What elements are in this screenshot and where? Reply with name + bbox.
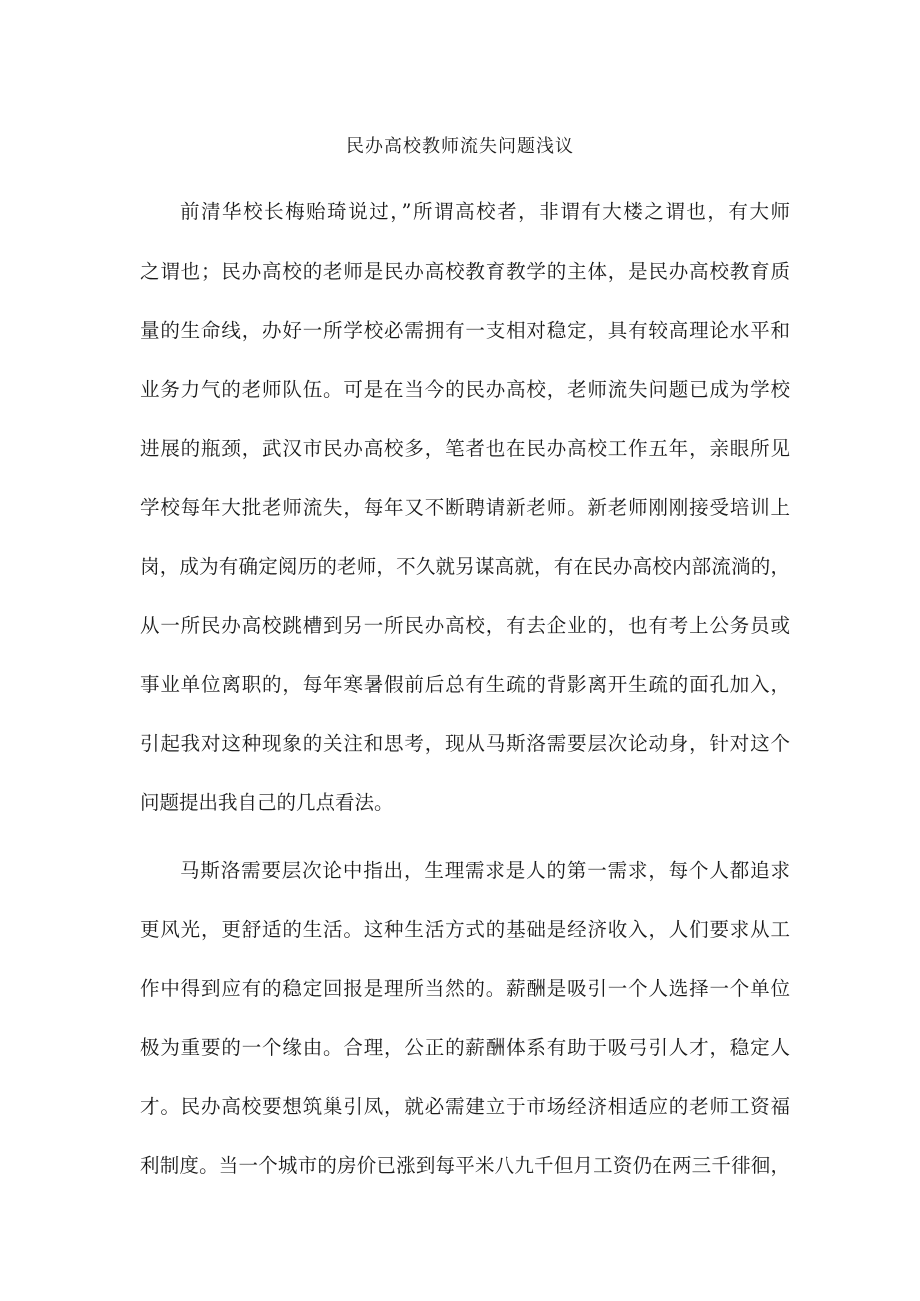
text-line: 作中得到应有的稳定回报是理所当然的。薪酬是吸引一个人选择一个单位 bbox=[140, 977, 790, 1000]
text-line: 才。民办高校要想筑巢引凤，就必需建立于市场经济相适应的老师工资福 bbox=[140, 1095, 790, 1118]
text-line: 马斯洛需要层次论中指出，生理需求是人的第一需求，每个人都追求 bbox=[180, 859, 790, 882]
document-title: 民办高校教师流失问题浅议 bbox=[346, 136, 574, 157]
text-line: 极为重要的一个缘由。合理，公正的薪酬体系有助于吸弓引人才，稳定人 bbox=[140, 1036, 790, 1059]
text-line: 学校每年大批老师流失，每年又不断聘请新老师。新老师刚刚接受培训上 bbox=[140, 496, 790, 519]
text-line: 从一所民办高校跳槽到另一所民办高校，有去企业的，也有考上公务员或 bbox=[140, 614, 790, 637]
text-line: 前清华校长梅贻琦说过，”所谓高校者，非谓有大楼之谓也，有大师 bbox=[180, 200, 790, 223]
text-line: 引起我对这种现象的关注和思考，现从马斯洛需要层次论动身，针对这个 bbox=[140, 732, 790, 755]
text-line: 进展的瓶颈，武汉市民办高校多，笔者也在民办高校工作五年，亲眼所见 bbox=[140, 437, 790, 460]
text-line: 量的生命线，办好一所学校必需拥有一支相对稳定，具有较高理论水平和 bbox=[140, 319, 790, 342]
text-line: 问题提出我自己的几点看法。 bbox=[140, 791, 394, 814]
text-line: 业务力气的老师队伍。可是在当今的民办高校，老师流失问题已成为学校 bbox=[140, 378, 790, 401]
text-line: 岗，成为有确定阅历的老师，不久就另谋高就，有在民办高校内部流淌的， bbox=[140, 555, 790, 578]
text-line: 事业单位离职的，每年寒暑假前后总有生疏的背影离开生疏的面孔加入， bbox=[140, 673, 790, 696]
text-line: 更风光，更舒适的生活。这种生活方式的基础是经济收入，人们要求从工 bbox=[140, 918, 790, 941]
text-line: 利制度。当一个城市的房价已涨到每平米八九千但月工资仍在两三千徘徊， bbox=[140, 1154, 790, 1177]
text-line: 之谓也；民办高校的老师是民办高校教育教学的主体，是民办高校教育质 bbox=[140, 260, 790, 283]
